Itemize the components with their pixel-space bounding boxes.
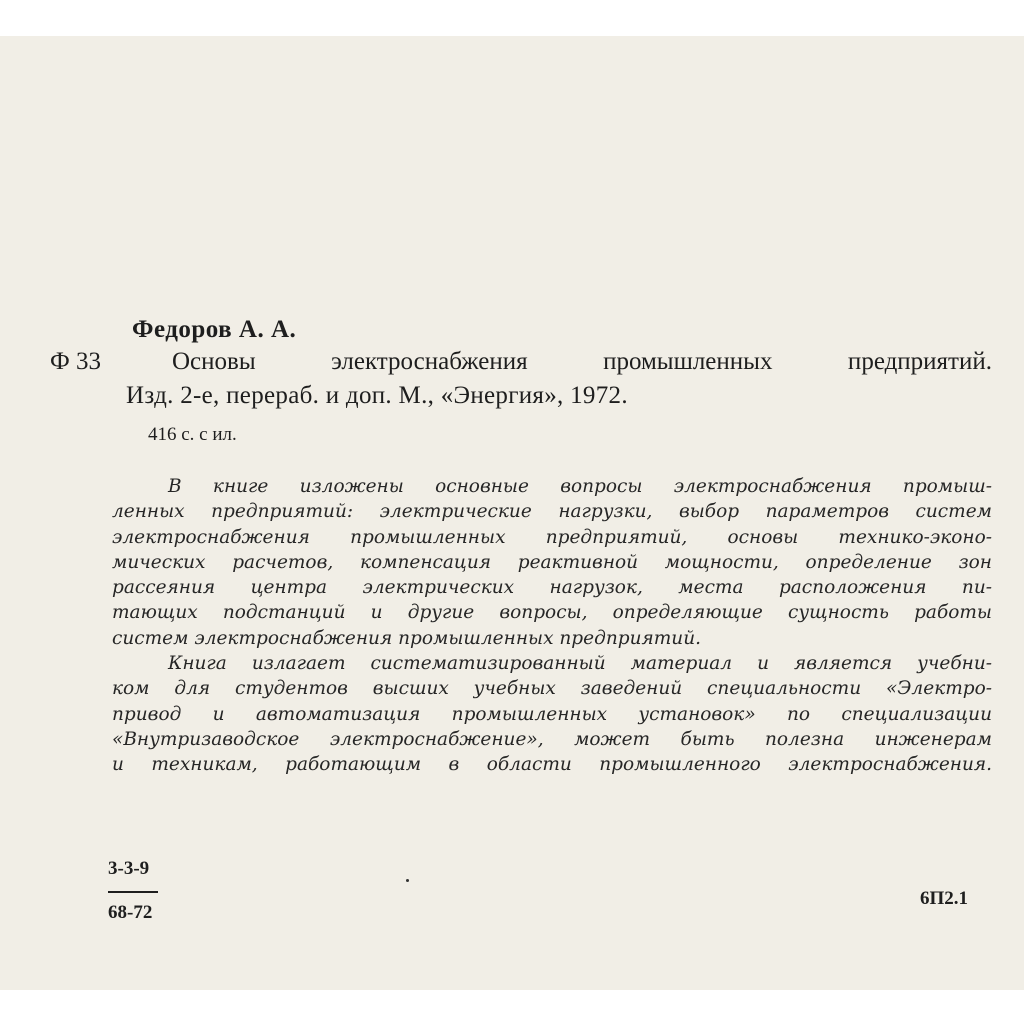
edition-info: Изд. 2-е, перераб. и доп. М., «Энергия», 1972. bbox=[126, 382, 628, 409]
annotation-line: тающих подстанций и другие вопросы, определяющие сущность работы bbox=[112, 602, 992, 624]
classification-code-numerator: 3-3-9 bbox=[108, 858, 150, 879]
bbk-code: 6П2.1 bbox=[920, 888, 969, 909]
annotation-line: рассеяния центра электрических нагрузок, места расположения пи- bbox=[112, 577, 992, 599]
annotation-text bbox=[112, 474, 992, 778]
book-title: Основы электроснабжения промышленных предприятий. bbox=[172, 348, 992, 375]
annotation-line: Книга излагает систематизированный материал и является учебни- bbox=[168, 653, 992, 675]
annotation-line: ленных предприятий: электрические нагрузки, выбор параметров систем bbox=[112, 501, 992, 523]
fraction-divider bbox=[108, 891, 158, 893]
page-count: 416 с. с ил. bbox=[148, 424, 237, 445]
annotation-line: электроснабжения промышленных предприятий, основы технико-эконо- bbox=[112, 526, 992, 548]
annotation-line: привод и автоматизация промышленных установок» по специализации bbox=[112, 703, 992, 725]
annotation-line: В книге изложены основные вопросы электроснабжения промыш- bbox=[168, 476, 992, 497]
library-index: Ф 33 bbox=[50, 348, 102, 375]
paper-speck bbox=[406, 879, 409, 882]
annotation-line: и техникам, работающим в области промышленного электроснабжения. bbox=[112, 754, 992, 776]
annotation-line: «Внутризаводское электроснабжение», может быть полезна инженерам bbox=[112, 728, 992, 750]
annotation-line: систем электроснабжения промышленных предприятий. bbox=[112, 627, 701, 649]
author-name: Федоров А. А. bbox=[132, 316, 297, 343]
book-page bbox=[0, 36, 1024, 990]
catalog-record bbox=[0, 36, 1024, 990]
annotation-line: ком для студентов высших учебных заведений специальности «Электро- bbox=[112, 678, 992, 700]
annotation-line: мических расчетов, компенсация реактивной мощности, определение зон bbox=[112, 551, 992, 573]
classification-code-denominator: 68-72 bbox=[108, 902, 153, 923]
